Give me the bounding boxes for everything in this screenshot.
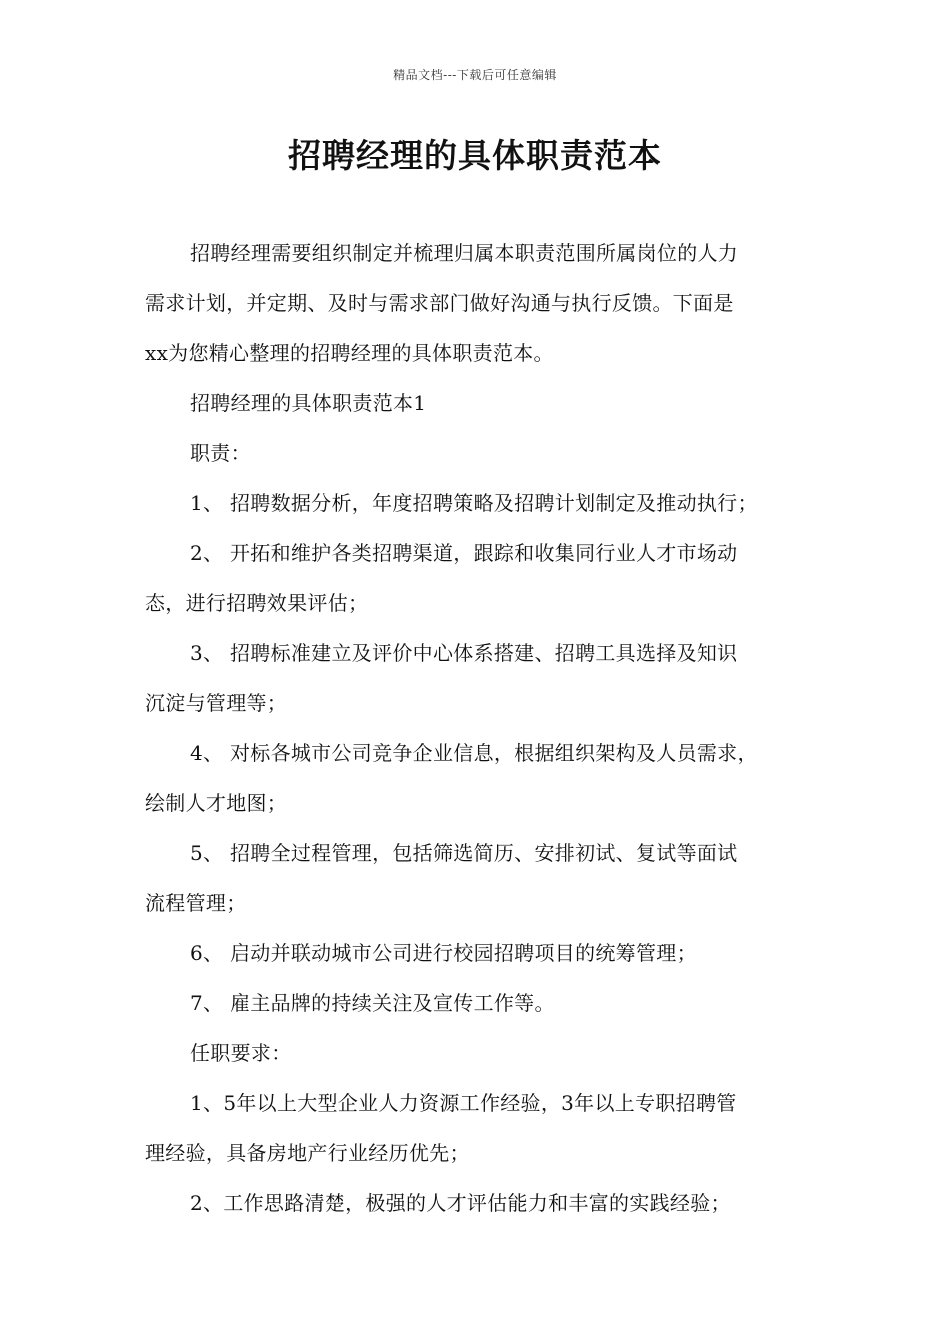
duty-item-continuation: 态，进行招聘效果评估； [145,591,369,615]
duty-item-continuation: 绘制人才地图； [145,791,288,815]
duty-item-continuation: 沉淀与管理等； [145,691,288,715]
duty-item: 7、 雇主品牌的持续关注及宣传工作等。 [190,991,555,1015]
duty-item: 5、 招聘全过程管理，包括筛选简历、安排初试、复试等面试 [190,841,738,865]
subsection-heading-requirements: 任职要求： [190,1041,292,1065]
section-heading: 招聘经理的具体职责范本1 [190,391,427,415]
body-line: 招聘经理需要组织制定并梳理归属本职责范围所属岗位的人力 [190,241,739,265]
duty-item: 2、 开拓和维护各类招聘渠道，跟踪和收集同行业人才市场动 [190,541,738,565]
requirement-item: 1、5年以上大型企业人力资源工作经验，3年以上专职招聘管 [190,1091,737,1115]
document-body [145,228,810,1228]
body-line: 需求计划，并定期、及时与需求部门做好沟通与执行反馈。下面是 [145,291,734,315]
duty-item: 3、 招聘标准建立及评价中心体系搭建、招聘工具选择及知识 [190,641,738,665]
requirement-item: 2、工作思路清楚，极强的人才评估能力和丰富的实践经验； [190,1191,731,1215]
subsection-heading-duties: 职责： [190,441,251,465]
duty-item-continuation: 流程管理； [145,891,247,915]
duty-item: 4、 对标各城市公司竞争企业信息，根据组织架构及人员需求， [190,741,758,765]
duty-item: 1、 招聘数据分析，年度招聘策略及招聘计划制定及推动执行； [190,491,758,515]
document-title: 招聘经理的具体职责范本 [288,136,662,175]
page-header: 精品文档---下载后可任意编辑 [393,68,557,82]
duty-item: 6、 启动并联动城市公司进行校园招聘项目的统筹管理； [190,941,697,965]
body-line: xx为您精心整理的招聘经理的具体职责范本。 [145,341,554,365]
requirement-item-continuation: 理经验，具备房地产行业经历优先； [145,1141,470,1165]
